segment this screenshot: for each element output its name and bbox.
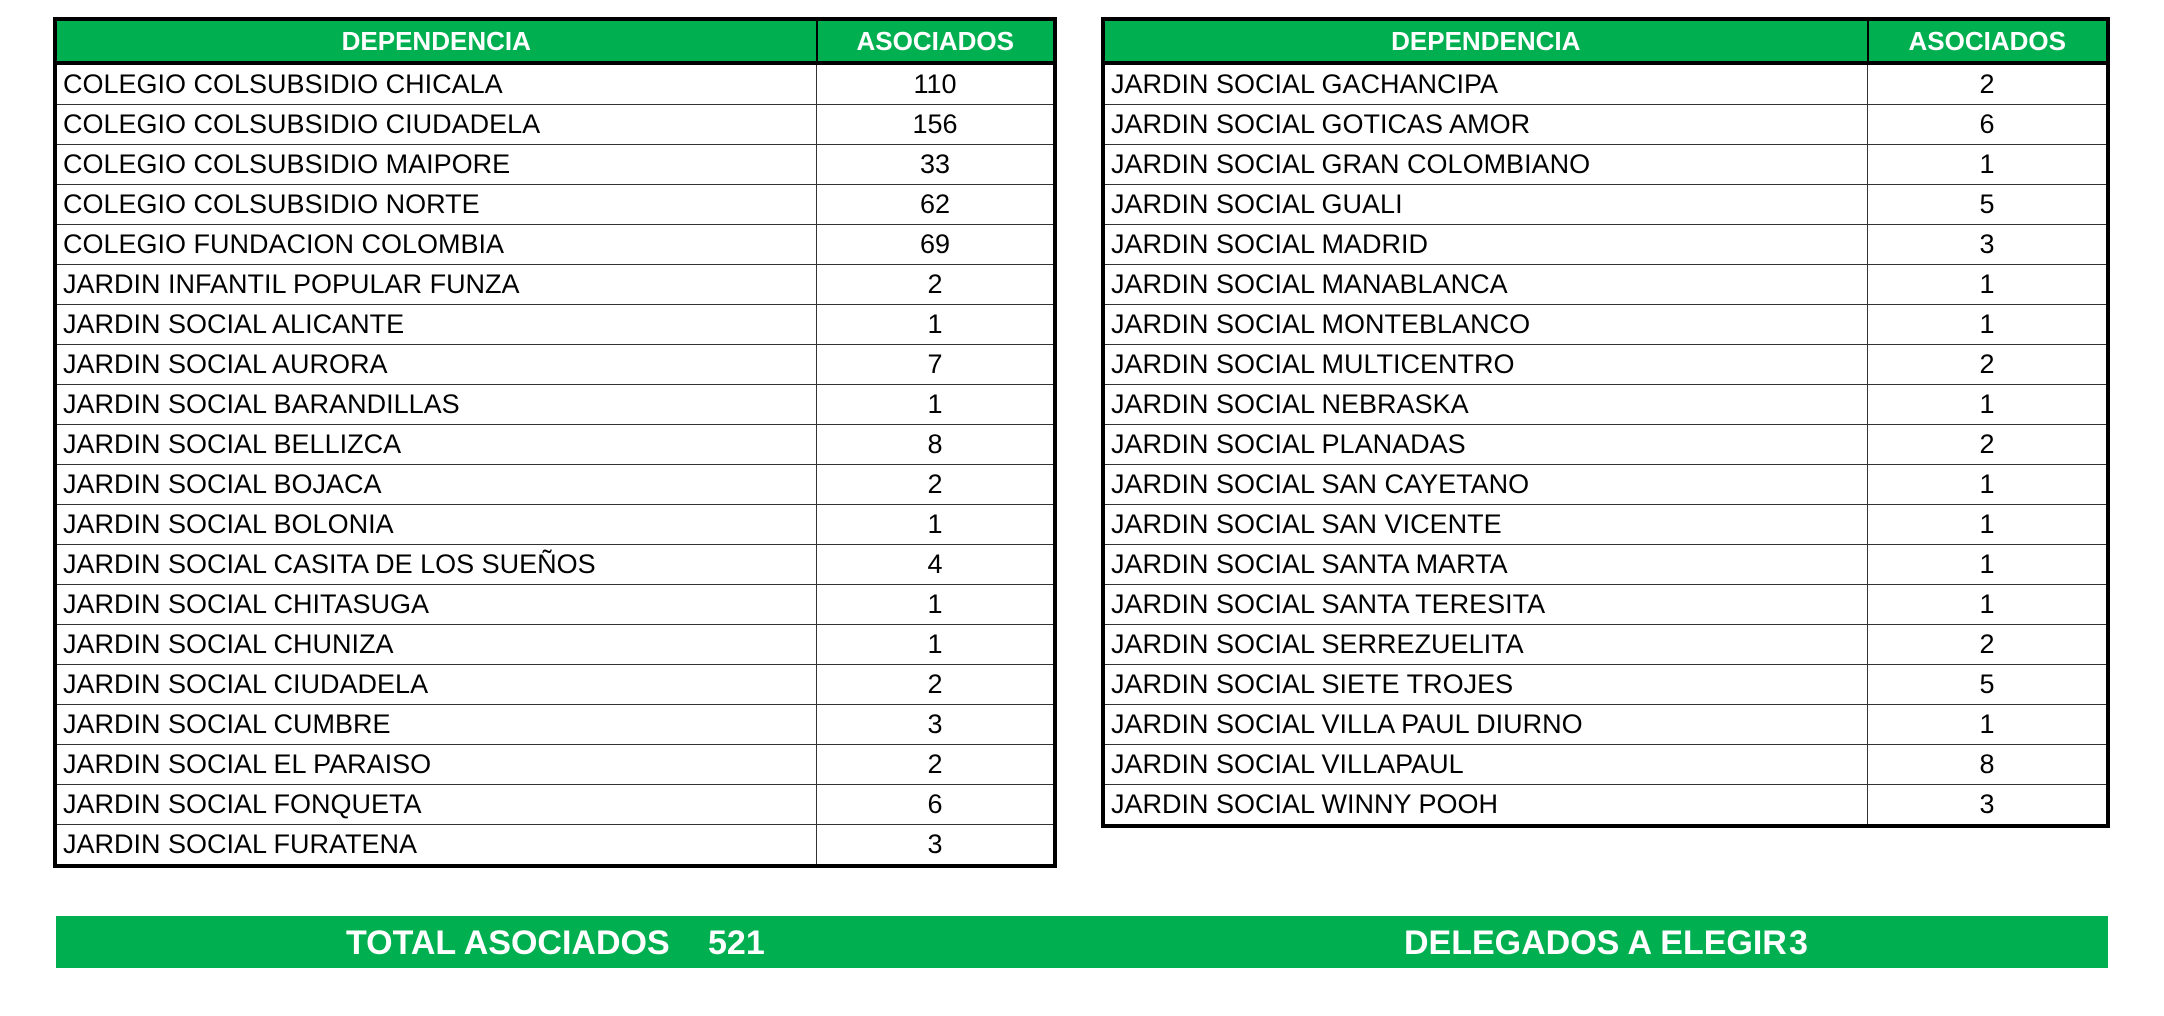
asociados-cell: 2 — [1868, 345, 2108, 385]
asociados-cell: 5 — [1868, 665, 2108, 705]
dependencia-cell: JARDIN SOCIAL EL PARAISO — [55, 745, 817, 785]
dependencia-cell: JARDIN SOCIAL VILLA PAUL DIURNO — [1103, 705, 1868, 745]
table-row — [1103, 225, 2108, 265]
table-row — [55, 745, 1055, 785]
table-row — [1103, 345, 2108, 385]
column-header-dependencia: DEPENDENCIA — [55, 19, 817, 63]
table-row — [1103, 105, 2108, 145]
dependencia-cell: JARDIN SOCIAL BOLONIA — [55, 505, 817, 545]
table-row — [1103, 505, 2108, 545]
table-row — [55, 625, 1055, 665]
dependencia-cell: JARDIN SOCIAL SERREZUELITA — [1103, 625, 1868, 665]
asociados-cell: 2 — [817, 745, 1055, 785]
asociados-cell: 2 — [1868, 63, 2108, 105]
dependencia-cell: JARDIN SOCIAL ALICANTE — [55, 305, 817, 345]
table-right-body — [1103, 63, 2108, 826]
table-row — [55, 105, 1055, 145]
dependencia-cell: COLEGIO COLSUBSIDIO NORTE — [55, 185, 817, 225]
asociados-cell: 156 — [817, 105, 1055, 145]
asociados-cell: 1 — [1868, 145, 2108, 185]
asociados-cell: 33 — [817, 145, 1055, 185]
asociados-cell: 110 — [817, 63, 1055, 105]
table-row — [1103, 785, 2108, 827]
dependencia-cell: JARDIN SOCIAL CIUDADELA — [55, 665, 817, 705]
dependencia-cell: JARDIN SOCIAL GACHANCIPA — [1103, 63, 1868, 105]
column-header-dependencia: DEPENDENCIA — [1103, 19, 1868, 63]
dependencia-cell: JARDIN SOCIAL NEBRASKA — [1103, 385, 1868, 425]
dependencia-cell: JARDIN SOCIAL FONQUETA — [55, 785, 817, 825]
dependencia-cell: JARDIN SOCIAL VILLAPAUL — [1103, 745, 1868, 785]
table-left — [53, 17, 1057, 868]
dependencia-cell: COLEGIO COLSUBSIDIO CHICALA — [55, 63, 817, 105]
asociados-cell: 1 — [817, 385, 1055, 425]
table-row — [1103, 385, 2108, 425]
dependencia-cell: JARDIN SOCIAL BOJACA — [55, 465, 817, 505]
delegados-value: 3 — [1789, 924, 1808, 962]
asociados-cell: 1 — [817, 625, 1055, 665]
asociados-cell: 3 — [1868, 785, 2108, 827]
asociados-cell: 2 — [817, 465, 1055, 505]
dependencia-cell: JARDIN SOCIAL CASITA DE LOS SUEÑOS — [55, 545, 817, 585]
dependencia-cell: JARDIN SOCIAL GOTICAS AMOR — [1103, 105, 1868, 145]
dependencia-cell: JARDIN SOCIAL MADRID — [1103, 225, 1868, 265]
table-row — [55, 385, 1055, 425]
header-row — [55, 19, 1055, 63]
total-asociados-label: TOTAL ASOCIADOS — [346, 924, 670, 962]
asociados-cell: 1 — [1868, 585, 2108, 625]
asociados-cell: 2 — [1868, 625, 2108, 665]
dependencia-cell: JARDIN SOCIAL GUALI — [1103, 185, 1868, 225]
table-row — [55, 785, 1055, 825]
dependencia-cell: JARDIN SOCIAL PLANADAS — [1103, 425, 1868, 465]
asociados-cell: 6 — [817, 785, 1055, 825]
asociados-cell: 1 — [817, 305, 1055, 345]
asociados-cell: 1 — [1868, 305, 2108, 345]
dependencia-cell: JARDIN INFANTIL POPULAR FUNZA — [55, 265, 817, 305]
asociados-cell: 1 — [1868, 505, 2108, 545]
asociados-cell: 8 — [1868, 745, 2108, 785]
table-row — [55, 825, 1055, 867]
table-row — [55, 665, 1055, 705]
column-header-asociados: ASOCIADOS — [817, 19, 1055, 63]
dependencia-cell: JARDIN SOCIAL SAN CAYETANO — [1103, 465, 1868, 505]
table-row — [55, 465, 1055, 505]
dependencia-cell: COLEGIO FUNDACION COLOMBIA — [55, 225, 817, 265]
dependencia-cell: JARDIN SOCIAL BARANDILLAS — [55, 385, 817, 425]
asociados-cell: 7 — [817, 345, 1055, 385]
asociados-cell: 8 — [817, 425, 1055, 465]
asociados-cell: 2 — [817, 265, 1055, 305]
asociados-cell: 3 — [817, 705, 1055, 745]
asociados-cell: 1 — [1868, 465, 2108, 505]
asociados-cell: 4 — [817, 545, 1055, 585]
asociados-cell: 1 — [1868, 265, 2108, 305]
table-row — [1103, 425, 2108, 465]
table-row — [1103, 185, 2108, 225]
asociados-cell: 1 — [1868, 545, 2108, 585]
table-row — [1103, 145, 2108, 185]
total-asociados-value: 521 — [708, 924, 765, 962]
table-row — [1103, 705, 2108, 745]
asociados-cell: 2 — [817, 665, 1055, 705]
table-row — [55, 425, 1055, 465]
table-row — [55, 545, 1055, 585]
header-row — [1103, 19, 2108, 63]
table-row — [1103, 585, 2108, 625]
dependencia-cell: JARDIN SOCIAL SANTA TERESITA — [1103, 585, 1868, 625]
table-row — [1103, 665, 2108, 705]
dependencia-cell: JARDIN SOCIAL BELLIZCA — [55, 425, 817, 465]
asociados-cell: 1 — [817, 585, 1055, 625]
asociados-cell: 5 — [1868, 185, 2108, 225]
table-row — [55, 705, 1055, 745]
dependencia-cell: JARDIN SOCIAL MULTICENTRO — [1103, 345, 1868, 385]
dependencia-cell: JARDIN SOCIAL GRAN COLOMBIANO — [1103, 145, 1868, 185]
dependencia-cell: JARDIN SOCIAL MANABLANCA — [1103, 265, 1868, 305]
table-row — [55, 305, 1055, 345]
table-row — [55, 585, 1055, 625]
dependencia-cell: JARDIN SOCIAL MONTEBLANCO — [1103, 305, 1868, 345]
dependencia-cell: JARDIN SOCIAL CHITASUGA — [55, 585, 817, 625]
table-row — [1103, 265, 2108, 305]
dependencia-cell: COLEGIO COLSUBSIDIO CIUDADELA — [55, 105, 817, 145]
table-row — [1103, 305, 2108, 345]
table-row — [55, 345, 1055, 385]
table-row — [55, 505, 1055, 545]
table-row — [1103, 625, 2108, 665]
asociados-cell: 62 — [817, 185, 1055, 225]
asociados-cell: 1 — [1868, 385, 2108, 425]
dependencia-cell: JARDIN SOCIAL SIETE TROJES — [1103, 665, 1868, 705]
dependencia-cell: JARDIN SOCIAL AURORA — [55, 345, 817, 385]
asociados-cell: 1 — [817, 505, 1055, 545]
dependencia-cell: JARDIN SOCIAL CUMBRE — [55, 705, 817, 745]
dependencia-cell: JARDIN SOCIAL FURATENA — [55, 825, 817, 867]
asociados-cell: 1 — [1868, 705, 2108, 745]
table-row — [1103, 63, 2108, 105]
table-row — [1103, 465, 2108, 505]
asociados-cell: 3 — [817, 825, 1055, 867]
dependencia-cell: JARDIN SOCIAL SAN VICENTE — [1103, 505, 1868, 545]
dependencia-cell: JARDIN SOCIAL SANTA MARTA — [1103, 545, 1868, 585]
table-row — [55, 145, 1055, 185]
dependencia-cell: COLEGIO COLSUBSIDIO MAIPORE — [55, 145, 817, 185]
delegados-label: DELEGADOS A ELEGIR — [1404, 924, 1787, 962]
column-header-asociados: ASOCIADOS — [1868, 19, 2108, 63]
table-row — [55, 225, 1055, 265]
summary-bar — [56, 916, 2108, 968]
table-right — [1101, 17, 2110, 828]
asociados-cell: 2 — [1868, 425, 2108, 465]
table-row — [1103, 745, 2108, 785]
asociados-cell: 3 — [1868, 225, 2108, 265]
asociados-cell: 69 — [817, 225, 1055, 265]
dependencia-cell: JARDIN SOCIAL CHUNIZA — [55, 625, 817, 665]
table-row — [55, 63, 1055, 105]
table-row — [55, 265, 1055, 305]
asociados-cell: 6 — [1868, 105, 2108, 145]
dependencia-cell: JARDIN SOCIAL WINNY POOH — [1103, 785, 1868, 827]
table-row — [55, 185, 1055, 225]
table-row — [1103, 545, 2108, 585]
table-left-body — [55, 63, 1055, 866]
